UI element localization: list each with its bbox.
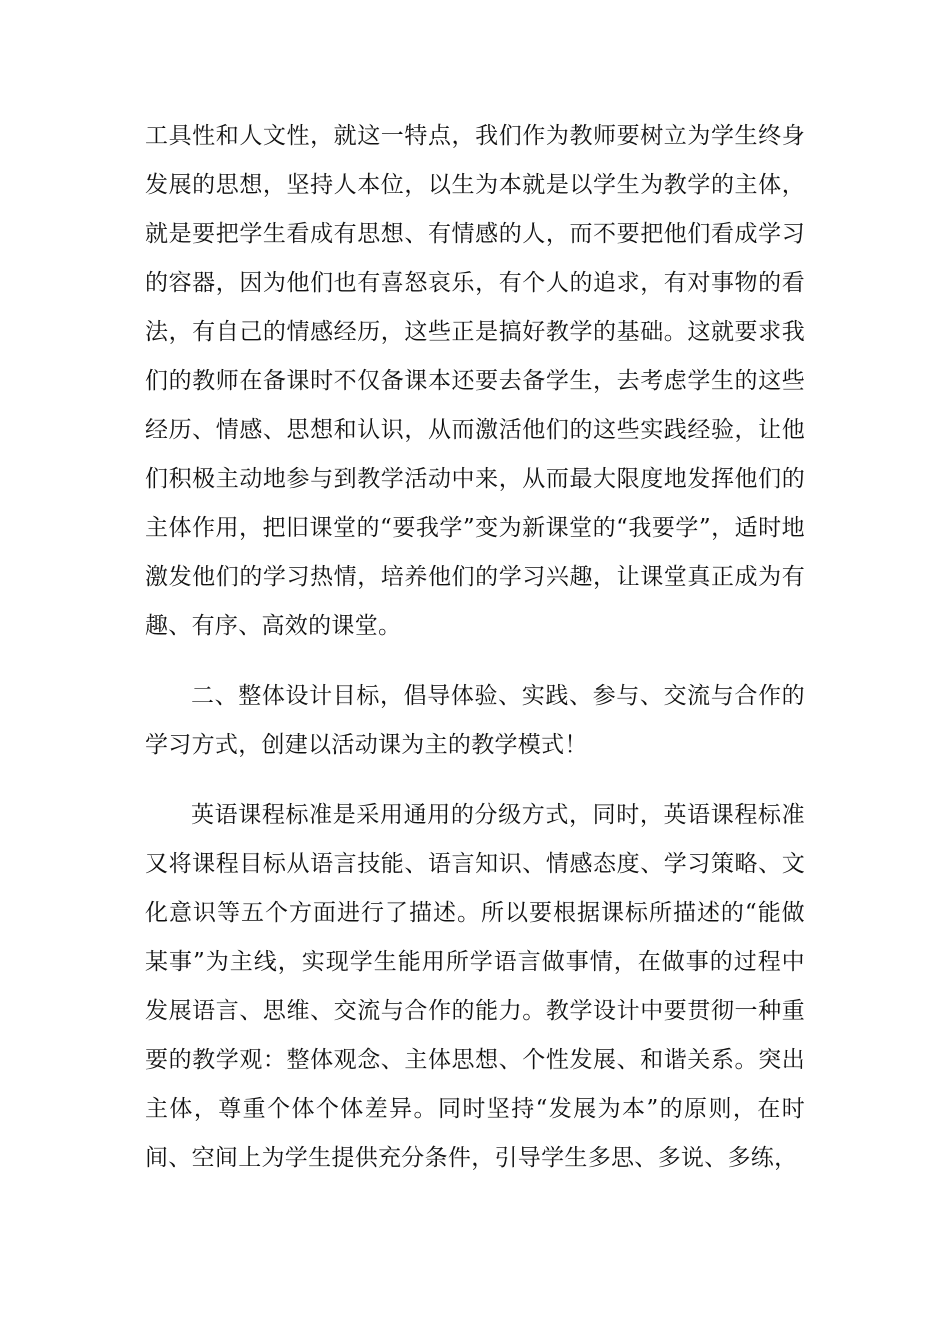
paragraph-continuation: 工具性和人文性，就这一特点，我们作为教师要树立为学生终身发展的思想，坚持人本位，以生为本就是以学生为教学的主体，就是要把学生看成有思想、有情感的人，而不要把他们看成学习的容器，因为他们也有喜怒哀乐，有个人的追求，有对事物的看法，有自己的情感经历，这些正是搞好教学的基础。这就要求我们的教师在备课时不仅备课本还要去备学生，去考虑学生的这些经历、情感、思想和认识，从而激活他们的这些实践经验，让他们积极主动地参与到教学活动中来，从而最大限度地发挥他们的主体作用，把旧课堂的“要我学”变为新课堂的“我要学”，适时地激发他们的学习热情，培养他们的学习兴趣，让课堂真正成为有趣、有序、高效的课堂。: [145, 123, 805, 639]
document-body: [145, 112, 805, 1183]
paragraph-curriculum-standard: 英语课程标准是采用通用的分级方式，同时，英语课程标准又将课程目标从语言技能、语言知识、情感态度、学习策略、文化意识等五个方面进行了描述。所以要根据课标所描述的“能做某事”为主线，实现学生能用所学语言做事情，在做事的过程中发展语言、思维、交流与合作的能力。教学设计中要贯彻一种重要的教学观：整体观念、主体思想、个性发展、和谐关系。突出主体，尊重个体个体差异。同时坚持“发展为本”的原则，在时间、空间上为学生提供充分条件，引导学生多思、多说、多练，: [145, 802, 805, 1171]
section-heading-two: 二、整体设计目标，倡导体验、实践、参与、交流与合作的学习方式，创建以活动课为主的教学模式！: [145, 683, 805, 758]
